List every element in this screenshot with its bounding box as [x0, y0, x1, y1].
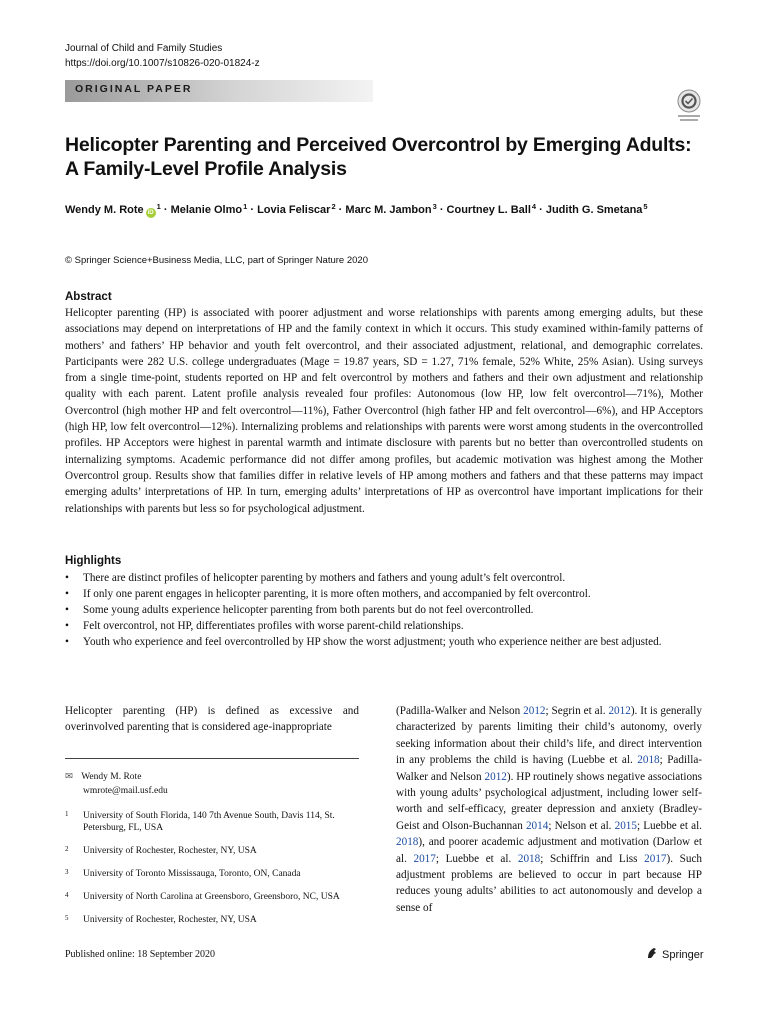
footnote-divider [65, 758, 359, 759]
publisher-logo [645, 946, 704, 961]
body-text: ; Luebbe et al. [636, 819, 702, 832]
highlights-list [65, 570, 705, 650]
highlight-item [65, 634, 705, 650]
affiliation-number: 3 [65, 868, 69, 876]
author-name[interactable]: Judith G. Smetana [545, 204, 643, 216]
check-for-updates-icon[interactable] [672, 88, 706, 124]
affiliation-text: University of Rochester, Rochester, NY, USA [83, 915, 257, 925]
highlights-heading: Highlights [65, 555, 122, 567]
affiliation-number: 2 [65, 845, 69, 853]
affiliation-number: 1 [65, 810, 69, 818]
bullet-icon: • [65, 572, 69, 584]
orcid-icon[interactable]: iD [147, 210, 154, 216]
body-text: ). Such adjustment problems are believed to occur in part because HP reduces young adults’ abilities to act autonomously and develop a sense of [396, 852, 702, 914]
author-separator: · [247, 204, 258, 216]
body-text: ; Schiffrin and Liss [540, 852, 645, 865]
title-line-2: A Family-Level Profile Analysis [65, 158, 347, 180]
author-name[interactable]: Courtney L. Ball [446, 204, 531, 216]
body-text: ; Luebbe et al. [435, 852, 518, 865]
springer-horse-icon [645, 946, 659, 960]
author-affiliation-marker: 3 [432, 202, 437, 211]
citation-link[interactable]: 2018 [517, 852, 541, 865]
intro-right-column [396, 703, 702, 916]
citation-link[interactable]: 2018 [637, 754, 660, 767]
affiliation-text: University of Rochester, Rochester, NY, USA [83, 846, 257, 856]
published-date: Published online: 18 September 2020 [65, 949, 215, 960]
affiliation-text: University of Toronto Mississauga, Toronto, ON, Canada [83, 869, 301, 879]
author-separator: · [436, 204, 447, 216]
correspondence [65, 770, 168, 798]
highlight-item [65, 570, 705, 586]
highlight-item [65, 586, 705, 602]
abstract-body: Helicopter parenting (HP) is associated with poorer adjustment and worse relationships with parents among emerging adults, but these associations may depend on interpretations of HP and the family context in which it occurs. This study examined within-family patterns of mothers’ and fathers’ HP behavior and youth felt overcontrol, and their associated adjustment, relational, and demographic correlates. Participants were 282 U.S. college undergraduates (Mage = 19.87 years, SD = 1.27, 71% female, 52% White, 25% Asian). Using surveys from a single time-point, students reported on HP and felt overcontrol by mothers and fathers and their own adjustment and relationship quality with each parent. Latent profile analysis revealed four profiles: Autonomous (low HP, low felt overcontrol—71%), Mother Overcontrol (high mother HP and felt overcontrol—11%), Father Overcontrol (high father HP and felt overcontrol—6%), and HP Acceptors (high HP, low felt overcontrol—12%). Internalizing problems and relationships with parents were worst among students in the overcontrolled profiles. HP Acceptors were highest in parental warmth and intimate disclosure with parents but no better than overcontrolled students on internalizing symptoms. Academic performance did not differ among profiles, but academic motivation was highest among the Mother Overcontrol group. Results show that families differ in relative levels of HP among mothers and fathers and that these patterns may impact emerging adults’ interpretations of HP. In turn, emerging adults’ interpretations of HP as overcontrol have important implications for their relationships with parents but less so for psychological adjustment. [65, 307, 703, 515]
abstract-heading: Abstract [65, 291, 112, 303]
affiliation-item [65, 868, 365, 880]
highlight-item [65, 618, 705, 634]
bullet-icon: • [65, 588, 69, 600]
affiliations-list [65, 810, 365, 937]
body-text: (Padilla-Walker and Nelson [396, 705, 524, 717]
citation-link[interactable]: 2012 [523, 705, 546, 717]
author-separator: · [536, 204, 546, 216]
affiliation-item [65, 810, 365, 834]
affiliation-number: 5 [65, 914, 69, 922]
affiliation-text: University of North Carolina at Greensboro, Greensboro, NC, USA [83, 892, 340, 902]
citation-link[interactable]: 2012 [608, 705, 631, 717]
article-type-label: ORIGINAL PAPER [75, 83, 193, 95]
body-text: ; Nelson et al. [548, 819, 615, 832]
journal-name: Journal of Child and Family Studies [65, 43, 223, 54]
highlight-item [65, 602, 705, 618]
body-text: ), and poorer academic adjustment and motivation (Darlow et al. [396, 836, 702, 865]
highlight-text: Some young adults experience helicopter parenting from both parents but do not feel overcontrolled. [83, 604, 534, 616]
author-affiliation-marker: 4 [531, 202, 537, 211]
author-name[interactable]: Wendy M. Rote [65, 204, 144, 216]
article-title [65, 133, 705, 181]
envelope-icon: ✉ [65, 772, 73, 782]
highlight-text: Felt overcontrol, not HP, differentiates profiles with worse parent-child relationships. [83, 620, 464, 632]
publisher-name: Springer [662, 949, 704, 961]
citation-link[interactable]: 2017 [644, 852, 667, 865]
highlight-text: Youth who experience and feel overcontrolled by HP show the worst adjustment; youth who experience neither are best adjusted. [83, 636, 662, 648]
affiliation-item [65, 891, 365, 903]
author-separator: · [335, 204, 346, 216]
bullet-icon: • [65, 604, 69, 616]
author-name[interactable]: Marc M. Jambon [345, 204, 432, 216]
affiliation-text: University of South Florida, 140 7th Avenue South, Davis 114, St. Petersburg, FL, USA [83, 811, 335, 833]
author-affiliation-marker: 5 [643, 202, 648, 211]
intro-left-column: Helicopter parenting (HP) is defined as excessive and overinvolved parenting that is considered age-inappropriate [65, 705, 359, 734]
affiliation-item [65, 845, 365, 857]
copyright-notice: © Springer Science+Business Media, LLC, part of Springer Nature 2020 [65, 255, 368, 266]
citation-link[interactable]: 2012 [484, 770, 507, 783]
corresponding-author-name: Wendy M. Rote [81, 772, 142, 782]
author-affiliation-marker: 1 [243, 202, 248, 211]
author-separator: · [160, 204, 171, 216]
citation-link[interactable]: 2015 [614, 819, 637, 832]
title-line-1: Helicopter Parenting and Perceived Overcontrol by Emerging Adults: [65, 134, 692, 156]
citation-link[interactable]: 2017 [413, 852, 436, 865]
author-name[interactable]: Lovia Feliscar [257, 204, 331, 216]
corresponding-author-email[interactable]: wmrote@mail.usf.edu [83, 786, 168, 796]
author-name[interactable]: Melanie Olmo [170, 204, 243, 216]
affiliation-number: 4 [65, 891, 69, 899]
citation-link[interactable]: 2018 [396, 836, 419, 849]
bullet-icon: • [65, 620, 69, 632]
body-text: ). It is generally characterized by parents limiting their child’s autonomy, overly seeking information about their child’s life, and direct intervention in any problems the child is having (Luebbe et al. [396, 705, 702, 767]
body-text: ; Segrin et al. [545, 705, 609, 717]
author-list [65, 202, 725, 218]
highlight-text: If only one parent engages in helicopter parenting, it is more often mothers, and accompanied by felt overcontrol. [83, 588, 591, 600]
body-text: ; Padilla-Walker and Nelson [396, 754, 703, 783]
doi-link[interactable]: https://doi.org/10.1007/s10826-020-01824-z [65, 58, 260, 69]
author-affiliation-marker: 2 [331, 202, 336, 211]
body-text: ). HP routinely shows negative associations with young adults’ psychological adjustment, including lower self-worth and self-efficacy, greater depression and anxiety (Bradley-Geist and Olson-Buchannan [396, 770, 702, 832]
highlight-text: There are distinct profiles of helicopter parenting by mothers and fathers and young adult’s felt overcontrol. [83, 572, 566, 584]
author-affiliation-marker: 1 [156, 202, 161, 211]
journal-header [65, 41, 260, 71]
citation-link[interactable]: 2014 [525, 819, 549, 832]
affiliation-item [65, 914, 365, 926]
bullet-icon: • [65, 636, 69, 648]
